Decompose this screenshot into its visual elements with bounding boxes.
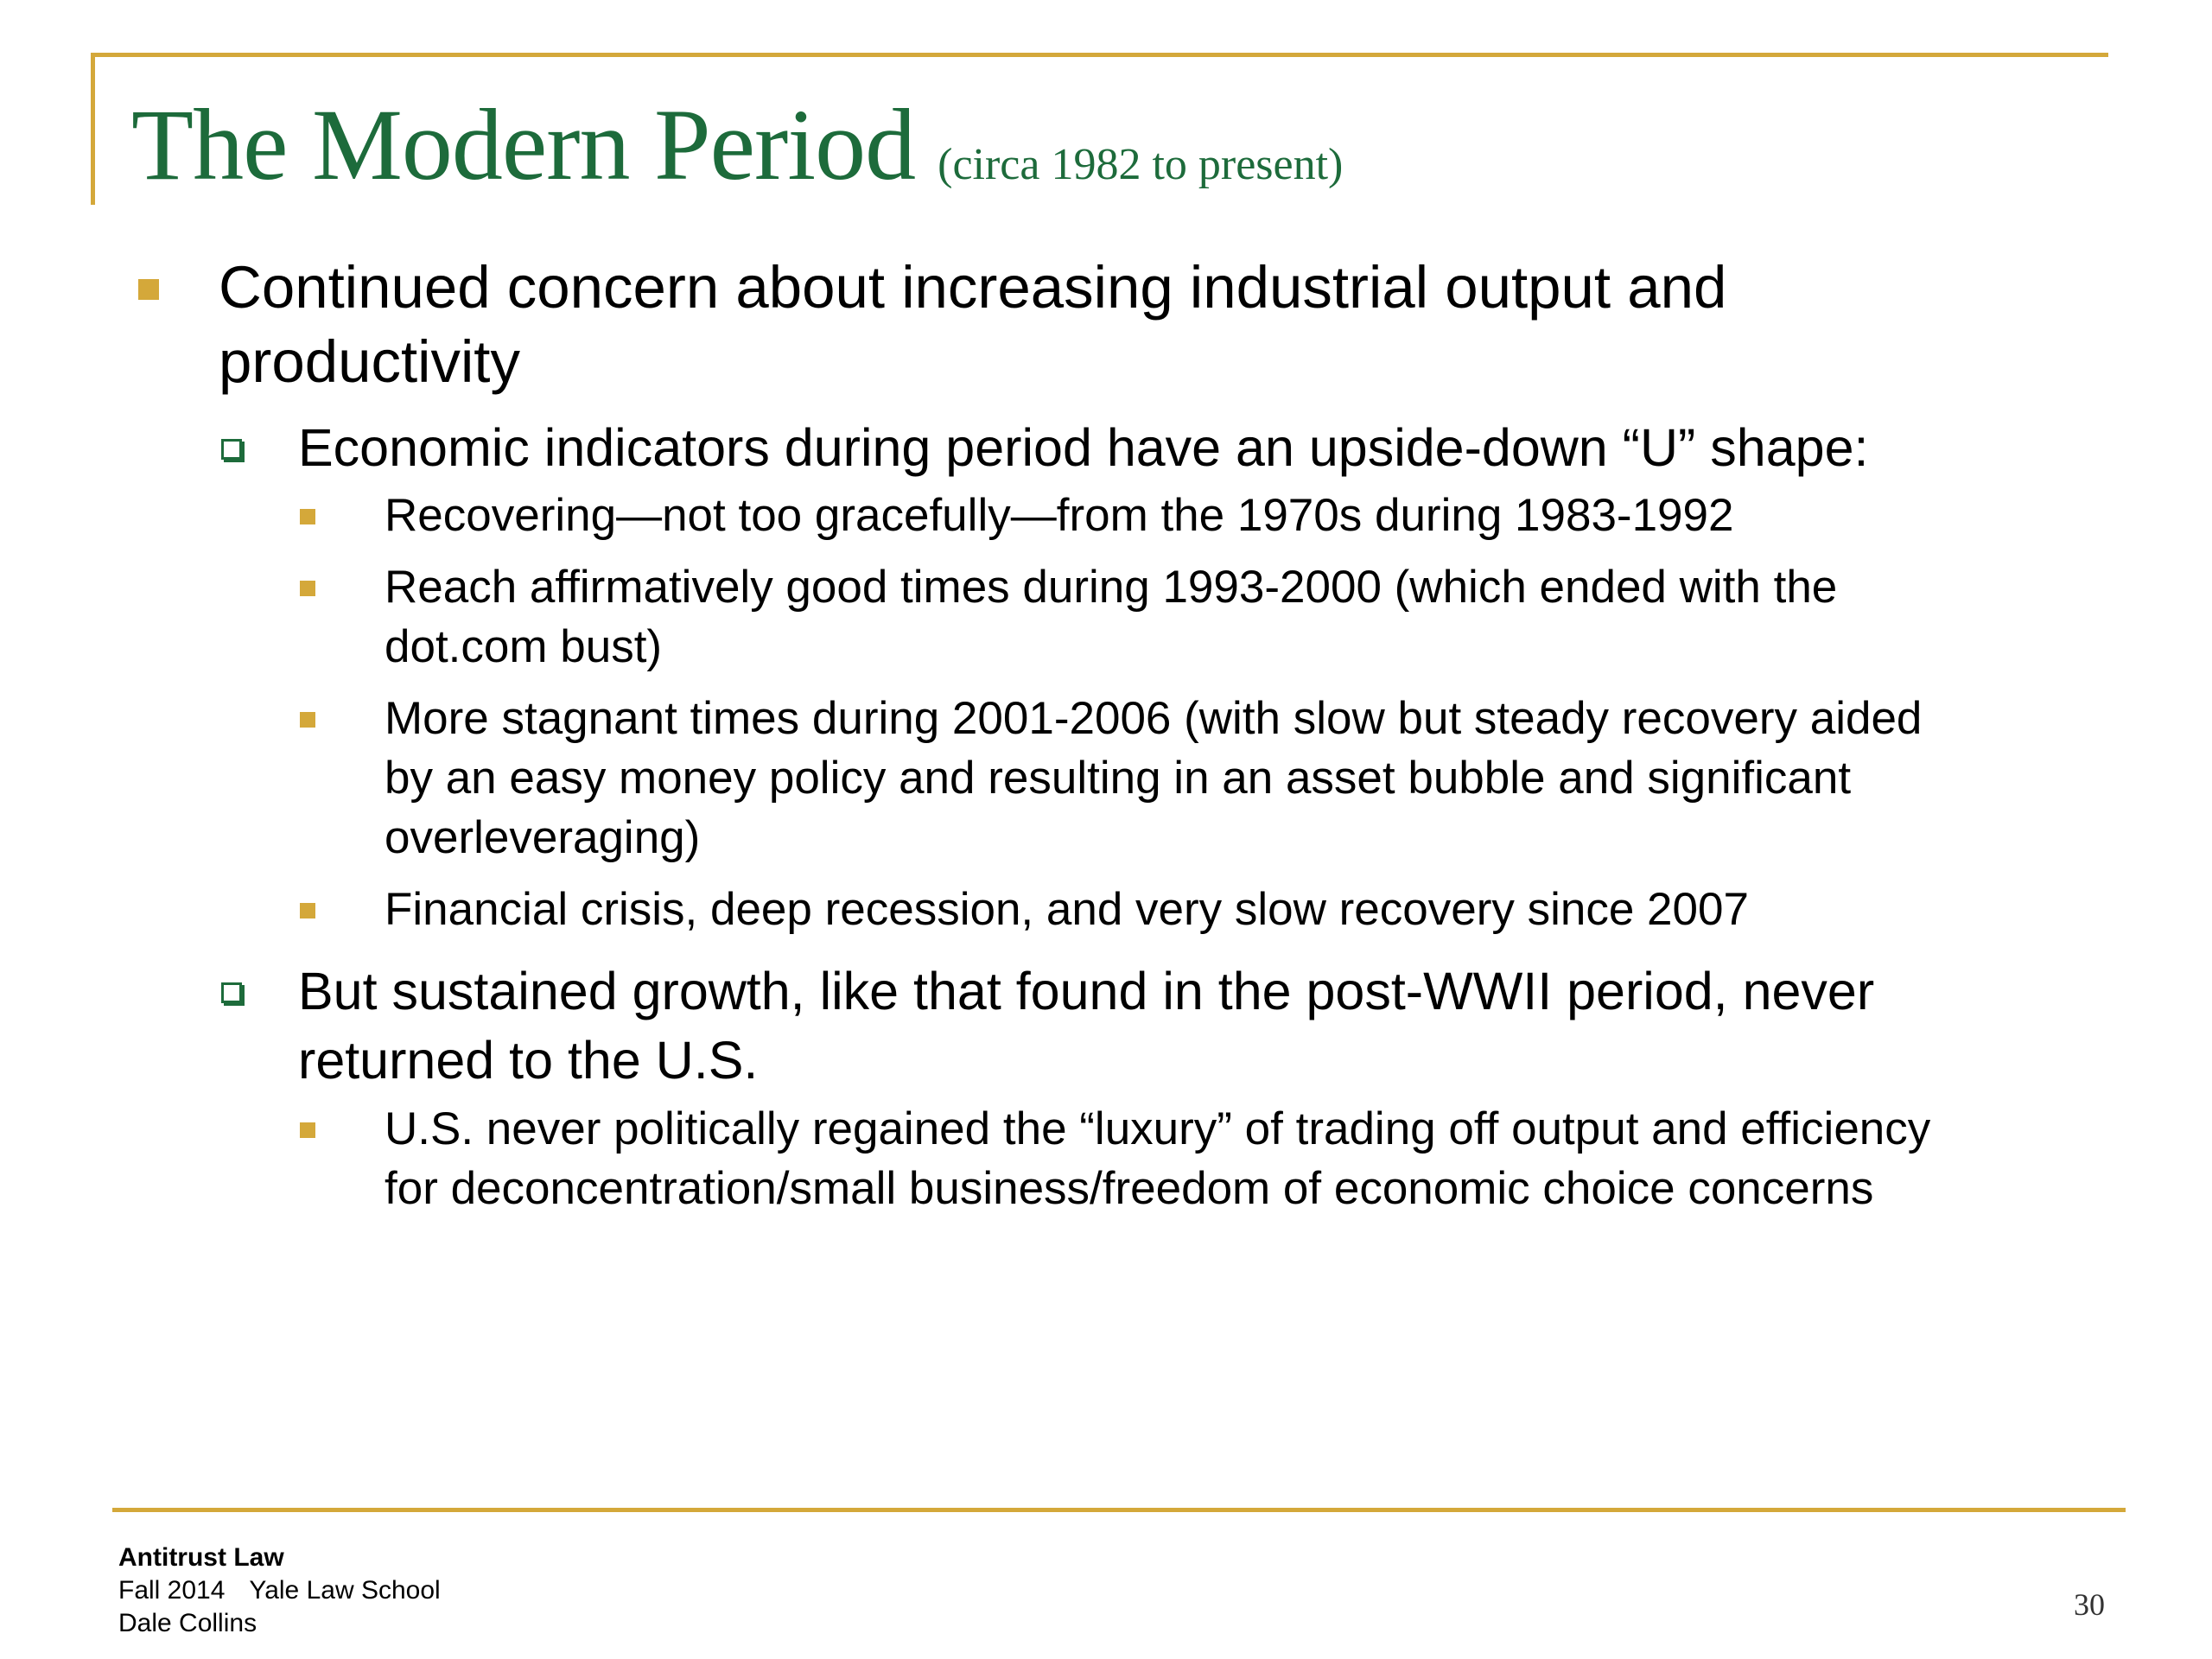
footer-rule [112,1508,2126,1512]
title-top-rule [91,53,2108,57]
page-number: 30 [2074,1587,2105,1622]
footer-school: Yale Law School [249,1576,441,1605]
slide-title [131,86,1343,204]
footer-author: Dale Collins [118,1609,257,1637]
bullet-text-line: dot.com bust) [385,621,663,672]
bullet-text-line: productivity [219,328,520,395]
square-bullet-icon [138,279,159,300]
bullet-text-line: overleveraging) [385,812,701,863]
title-main: The Modern Period [131,88,916,201]
footer-term-line [118,1574,441,1607]
bullet-text-line: More stagnant times during 2001-2006 (with slow but steady recovery aided [385,693,1923,744]
square-bullet-icon [300,712,315,728]
hollow-square-bullet-icon [221,982,242,1003]
bullet-text-line: U.S. never politically regained the “luxury” of trading off output and efficiency [385,1103,1931,1154]
bullet-text-line: Continued concern about increasing industrial output and [219,254,1727,321]
bullet-text-line: Reach affirmatively good times during 1993-2000 (which ended with the [385,562,1838,613]
bullet-text-line: returned to the U.S. [298,1031,759,1090]
bullet-text-line: Economic indicators during period have an upside-down “U” shape: [298,418,1869,477]
footer-term: Fall 2014 [118,1576,226,1605]
footer-course: Antitrust Law [118,1543,284,1572]
footer [118,1541,441,1640]
hollow-square-bullet-icon [221,439,242,460]
bullet-text-line: Recovering—not too gracefully—from the 1970s during 1983-1992 [385,490,1734,541]
square-bullet-icon [300,1122,315,1138]
bullet-text-line: Financial crisis, deep recession, and very slow recovery since 2007 [385,884,1749,935]
title-left-rule [91,53,95,205]
bullet-text-line: by an easy money policy and resulting in an asset bubble and significant [385,753,1852,804]
bullet-text-line: But sustained growth, like that found in the post-WWII period, never [298,962,1875,1020]
square-bullet-icon [300,903,315,918]
title-subtitle: (circa 1982 to present) [938,140,1344,189]
bullet-text-line: for deconcentration/small business/freedom of economic choice concerns [385,1163,1874,1214]
square-bullet-icon [300,581,315,596]
square-bullet-icon [300,509,315,524]
